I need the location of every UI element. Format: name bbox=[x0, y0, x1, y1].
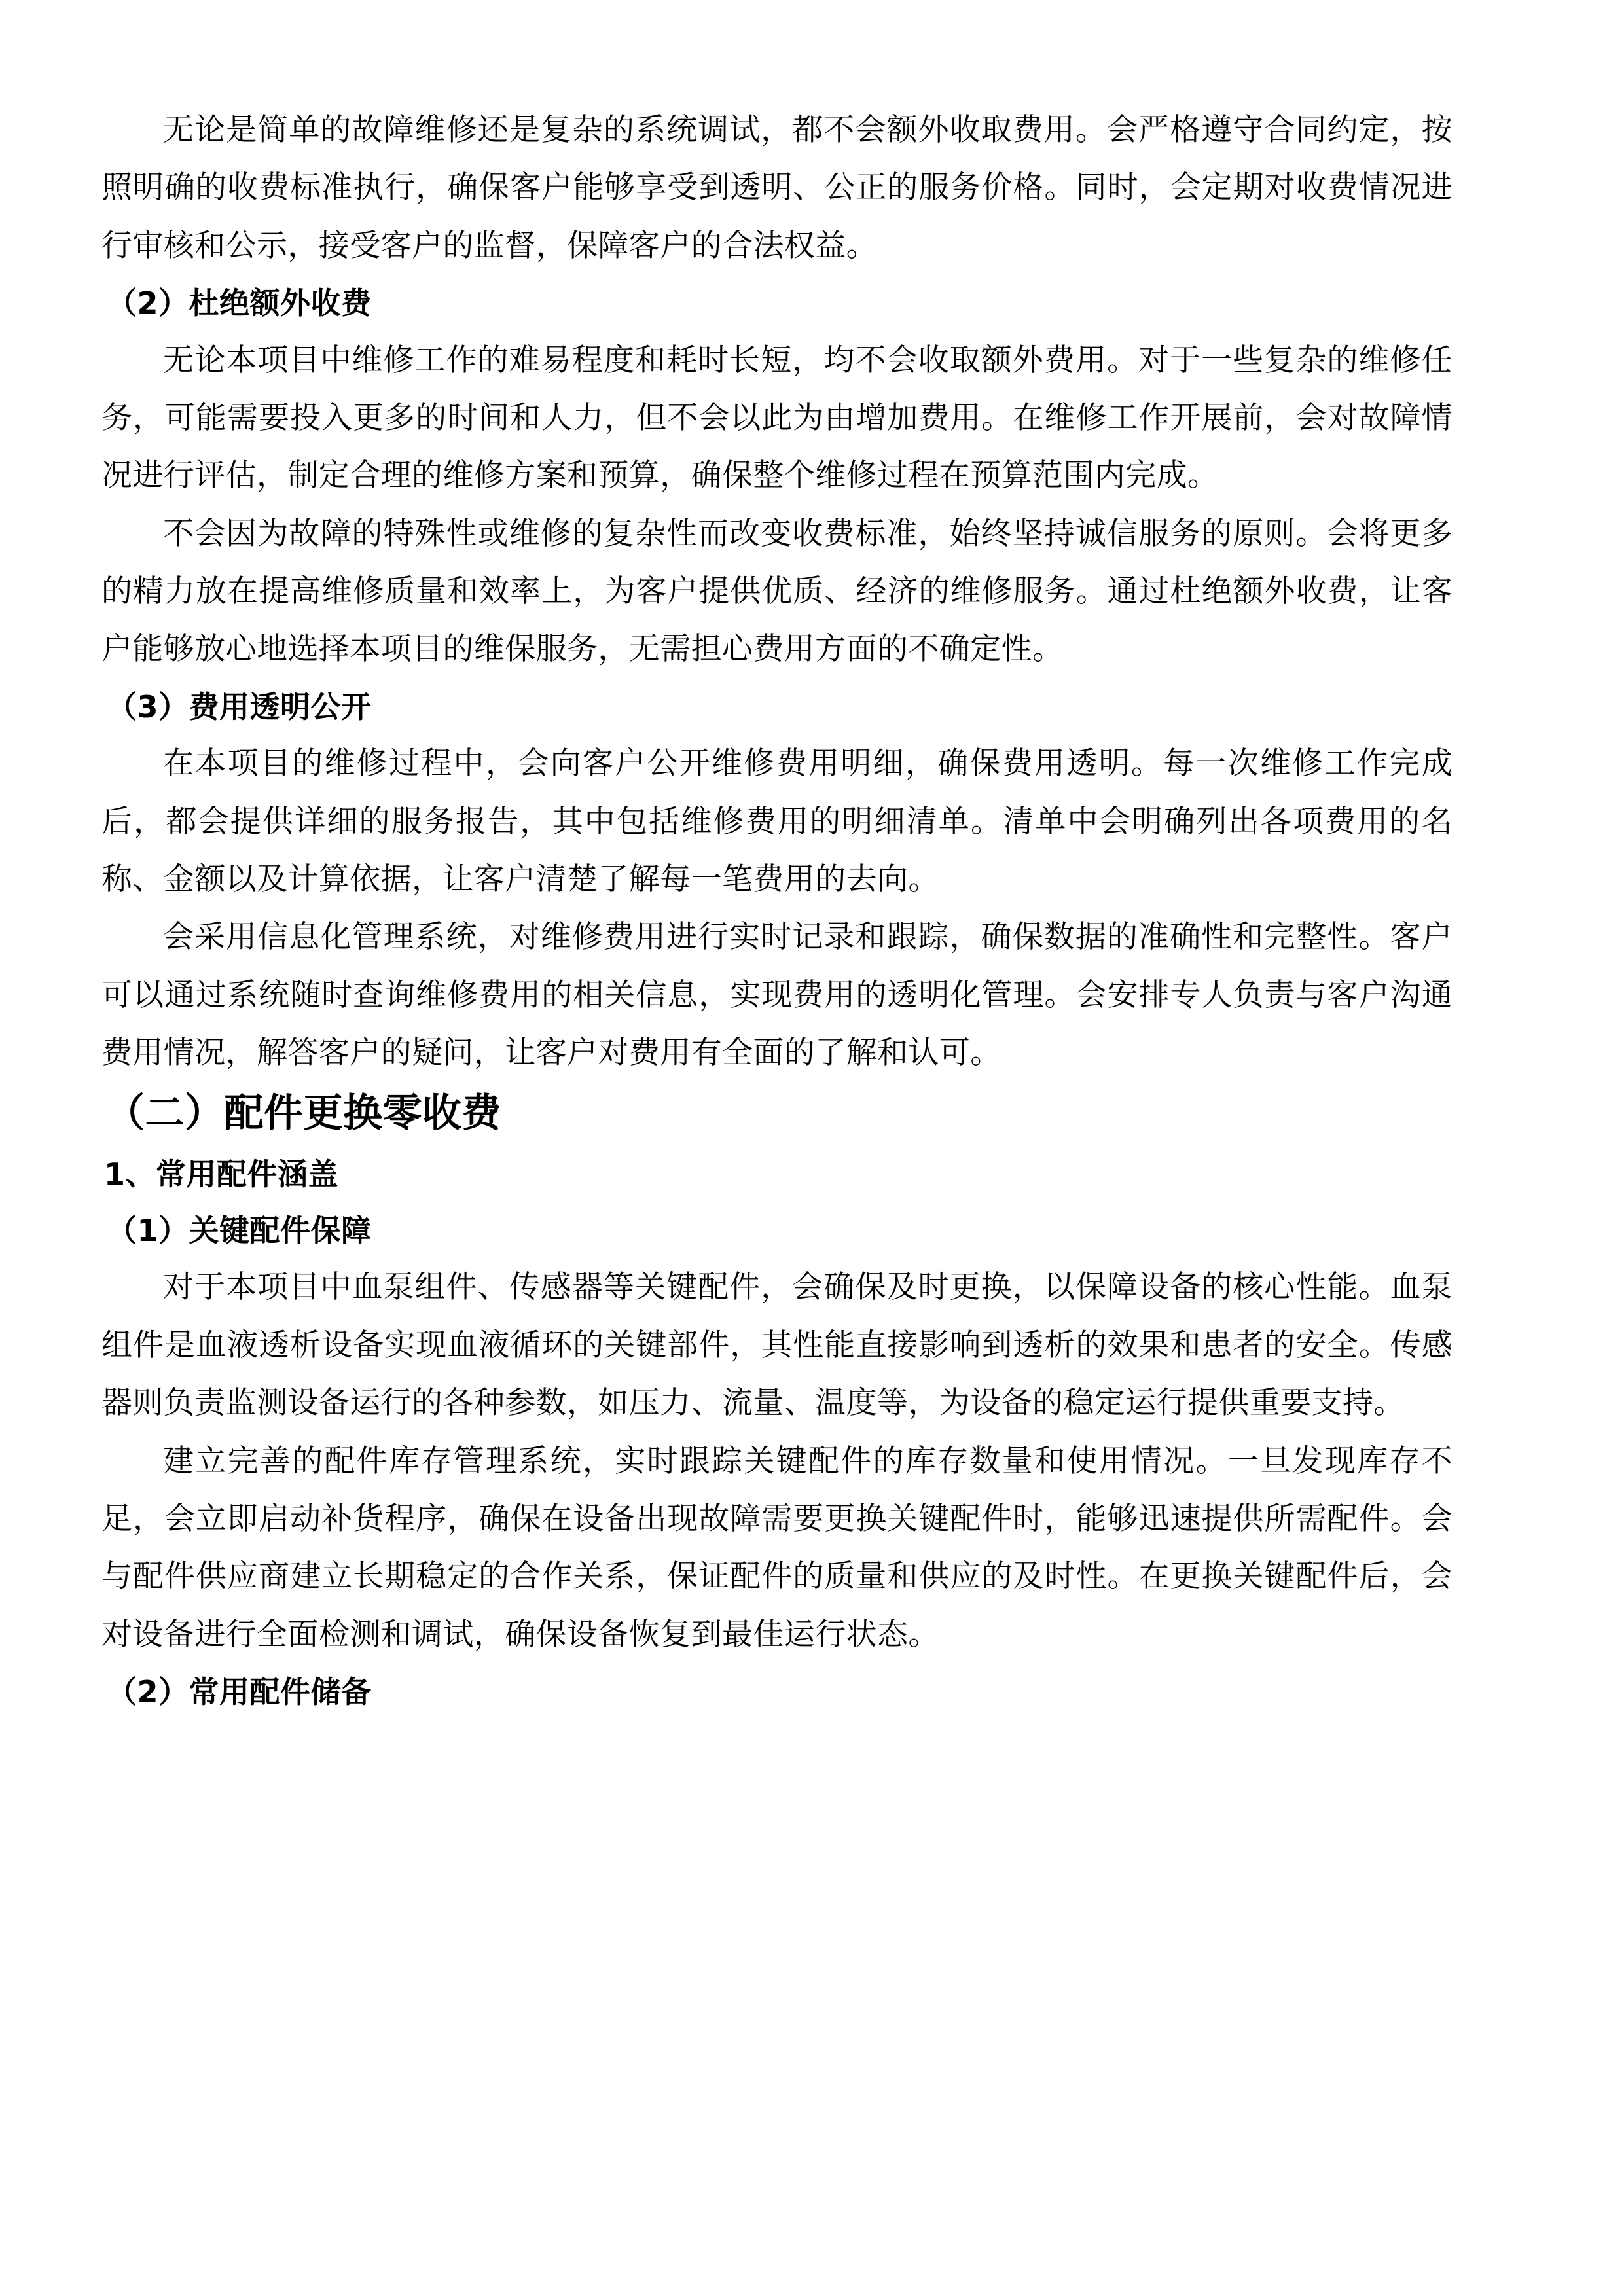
heading-fee-transparency: （3）费用透明公开 bbox=[107, 689, 372, 725]
paragraph-no-extra-fee-regardless: 无论本项目中维修工作的难易程度和耗时长短，均不会收取额外费用。对于一些复杂的维修任务，可能需要投入更多的时间和人力，但不会以此为由增加费用。在维修工作开展前，会对故障情况进行评估，制定合理的维修方案和预算，确保整个维修过程在预算范围内完成。 bbox=[101, 342, 1453, 494]
paragraph-blood-pump-sensors: 对于本项目中血泵组件、传感器等关键配件，会确保及时更换，以保障设备的核心性能。血泵组件是血液透析设备实现血液循环的关键部件，其性能直接影响到透析的效果和患者的安全。传感器则负责监测设备运行的各种参数，如压力、流量、温度等，为设备的稳定运行提供重要支持。 bbox=[101, 1269, 1453, 1422]
document-body bbox=[101, 101, 1453, 1720]
paragraph-fee-detail-disclosure: 在本项目的维修过程中，会向客户公开维修费用明细，确保费用透明。每一次维修工作完成后，都会提供详细的服务报告，其中包括维修费用的明细清单。清单中会明确列出各项费用的名称、金额以及计算依据，让客户清楚了解每一笔费用的去向。 bbox=[101, 745, 1453, 897]
heading-common-parts-reserve: （2）常用配件储备 bbox=[107, 1674, 372, 1710]
paragraph-no-standard-change: 不会因为故障的特殊性或维修的复杂性而改变收费标准，始终坚持诚信服务的原则。会将更多的精力放在提高维修质量和效率上，为客户提供优质、经济的维修服务。通过杜绝额外收费，让客户能够放心地选择本项目的维保服务，无需担心费用方面的不确定性。 bbox=[101, 515, 1453, 668]
heading-key-parts-guarantee: （1）关键配件保障 bbox=[107, 1212, 372, 1248]
paragraph-inventory-management: 建立完善的配件库存管理系统，实时跟踪关键配件的库存数量和使用情况。一旦发现库存不足，会立即启动补货程序，确保在设备出现故障需要更换关键配件时，能够迅速提供所需配件。会与配件供应商建立长期稳定的合作关系，保证配件的质量和供应的及时性。在更换关键配件后，会对设备进行全面检测和调试，确保设备恢复到最佳运行状态。 bbox=[101, 1443, 1453, 1653]
paragraph-fee-no-extra-charge: 无论是简单的故障维修还是复杂的系统调试，都不会额外收取费用。会严格遵守合同约定，按照明确的收费标准执行，确保客户能够享受到透明、公正的服务价格。同时，会定期对收费情况进行审核和公示，接受客户的监督，保障客户的合法权益。 bbox=[101, 112, 1453, 264]
heading-parts-replacement-zero-charge: （二）配件更换零收费 bbox=[105, 1090, 501, 1137]
heading-eliminate-extra-fees: （2）杜绝额外收费 bbox=[107, 285, 372, 321]
paragraph-information-management-system: 会采用信息化管理系统，对维修费用进行实时记录和跟踪，确保数据的准确性和完整性。客户可以通过系统随时查询维修费用的相关信息，实现费用的透明化管理。会安排专人负责与客户沟通费用情况，解答客户的疑问，让客户对费用有全面的了解和认可。 bbox=[101, 919, 1453, 1071]
heading-common-parts-coverage: 1、常用配件涵盖 bbox=[104, 1156, 339, 1192]
